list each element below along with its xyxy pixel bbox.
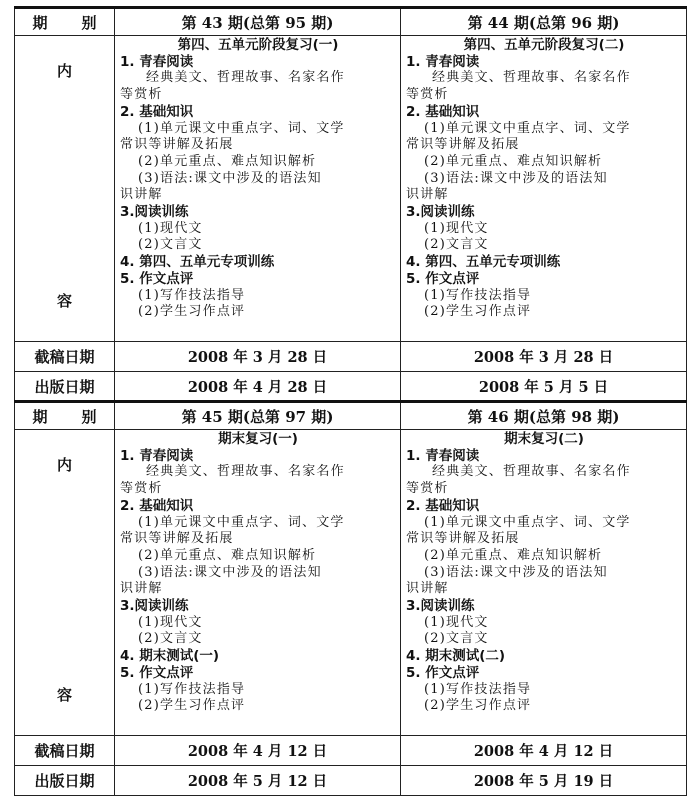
period-row — [15, 402, 687, 430]
section-heading: 4. 期末测试(一) — [120, 648, 220, 665]
content-line: 常识等讲解及拓展 — [120, 137, 234, 153]
content-line: (3)语法:课文中涉及的语法知 — [138, 170, 322, 186]
section-heading: 2. 基础知识 — [120, 497, 194, 514]
issue-content — [115, 36, 401, 342]
issue-header: 第 46 期(总第 98 期) — [401, 402, 687, 430]
deadline-label: 截稿日期 — [15, 736, 115, 766]
deadline-label: 截稿日期 — [15, 342, 115, 372]
content-line: (1)现代文 — [138, 220, 203, 236]
section-heading: 3.阅读训练 — [120, 598, 189, 615]
section-heading: 1. 青春阅读 — [120, 53, 194, 70]
deadline-date: 2008 年 4 月 12 日 — [401, 736, 687, 766]
publish-date: 2008 年 4 月 28 日 — [115, 372, 401, 402]
content-line: 经典美文、哲理故事、名家名作 — [146, 464, 345, 480]
content-line: (2)学生习作点评 — [138, 304, 246, 320]
content-line: 等赏析 — [120, 87, 163, 103]
issue-header: 第 43 期(总第 95 期) — [115, 8, 401, 36]
publish-label: 出版日期 — [15, 372, 115, 402]
issue-content — [401, 430, 687, 736]
content-row — [15, 430, 687, 736]
content-line: (3)语法:课文中涉及的语法知 — [138, 564, 322, 580]
section-heading: 1. 青春阅读 — [120, 447, 194, 464]
issue-header: 第 44 期(总第 96 期) — [401, 8, 687, 36]
issue-content — [401, 36, 687, 342]
section-heading: 3.阅读训练 — [406, 204, 475, 221]
content-line: 常识等讲解及拓展 — [406, 531, 520, 547]
content-label: 内 容 — [15, 430, 115, 736]
publish-row — [15, 372, 687, 402]
section-heading: 5. 作文点评 — [120, 270, 194, 287]
content-line: (2)学生习作点评 — [424, 698, 532, 714]
publish-date: 2008 年 5 月 12 日 — [115, 766, 401, 796]
issue-content — [115, 430, 401, 736]
deadline-row — [15, 342, 687, 372]
section-heading: 5. 作文点评 — [406, 270, 480, 287]
content-line: (2)单元重点、难点知识解析 — [138, 547, 317, 563]
content-line: 常识等讲解及拓展 — [120, 531, 234, 547]
content-line: (2)文言文 — [138, 237, 203, 253]
deadline-date: 2008 年 3 月 28 日 — [401, 342, 687, 372]
publish-date: 2008 年 5 月 19 日 — [401, 766, 687, 796]
deadline-row — [15, 736, 687, 766]
schedule-sheet — [14, 6, 686, 796]
issue-title: 第四、五单元阶段复习(一) — [177, 37, 339, 53]
section-heading: 3.阅读训练 — [406, 598, 475, 615]
section-heading: 4. 第四、五单元专项训练 — [406, 254, 561, 271]
content-line: (1)单元课文中重点字、词、文学 — [138, 120, 345, 136]
publish-date: 2008 年 5 月 5 日 — [401, 372, 687, 402]
section-heading: 2. 基础知识 — [120, 103, 194, 120]
content-line: (2)文言文 — [424, 237, 489, 253]
issue-schedule-table — [14, 6, 687, 796]
content-line: 经典美文、哲理故事、名家名作 — [146, 70, 345, 86]
section-heading: 5. 作文点评 — [406, 664, 480, 681]
issue-title: 第四、五单元阶段复习(二) — [463, 37, 625, 53]
content-line: (2)文言文 — [138, 631, 203, 647]
content-line: 经典美文、哲理故事、名家名作 — [432, 70, 631, 86]
deadline-date: 2008 年 4 月 12 日 — [115, 736, 401, 766]
issue-title: 期末复习(二) — [504, 431, 584, 447]
section-heading: 5. 作文点评 — [120, 664, 194, 681]
section-heading: 4. 第四、五单元专项训练 — [120, 254, 275, 271]
publish-label: 出版日期 — [15, 766, 115, 796]
content-line: (1)现代文 — [424, 220, 489, 236]
section-heading: 1. 青春阅读 — [406, 447, 480, 464]
content-line: (1)写作技法指导 — [138, 681, 246, 697]
content-line: 经典美文、哲理故事、名家名作 — [432, 464, 631, 480]
content-line: (1)写作技法指导 — [424, 681, 532, 697]
content-line: (2)单元重点、难点知识解析 — [138, 153, 317, 169]
content-label: 内 容 — [15, 36, 115, 342]
content-line: 识讲解 — [120, 187, 163, 203]
content-line: 识讲解 — [120, 581, 163, 597]
content-row — [15, 36, 687, 342]
period-label: 期 别 — [15, 402, 115, 430]
content-line: 等赏析 — [406, 87, 449, 103]
issue-title: 期末复习(一) — [218, 431, 298, 447]
content-line: (1)写作技法指导 — [424, 287, 532, 303]
issue-header: 第 45 期(总第 97 期) — [115, 402, 401, 430]
content-line: (2)单元重点、难点知识解析 — [424, 547, 603, 563]
content-line: 等赏析 — [120, 481, 163, 497]
section-heading: 3.阅读训练 — [120, 204, 189, 221]
content-line: (2)单元重点、难点知识解析 — [424, 153, 603, 169]
section-heading: 2. 基础知识 — [406, 103, 480, 120]
section-heading: 1. 青春阅读 — [406, 53, 480, 70]
content-line: (1)单元课文中重点字、词、文学 — [424, 120, 631, 136]
deadline-date: 2008 年 3 月 28 日 — [115, 342, 401, 372]
section-heading: 4. 期末测试(二) — [406, 648, 506, 665]
content-line: 等赏析 — [406, 481, 449, 497]
content-line: (2)学生习作点评 — [138, 698, 246, 714]
content-line: 识讲解 — [406, 187, 449, 203]
content-line: (1)现代文 — [138, 614, 203, 630]
content-line: (1)单元课文中重点字、词、文学 — [424, 514, 631, 530]
period-label: 期 别 — [15, 8, 115, 36]
content-line: (1)写作技法指导 — [138, 287, 246, 303]
content-line: 常识等讲解及拓展 — [406, 137, 520, 153]
content-line: (1)现代文 — [424, 614, 489, 630]
period-row — [15, 8, 687, 36]
content-line: (3)语法:课文中涉及的语法知 — [424, 170, 608, 186]
content-line: (2)文言文 — [424, 631, 489, 647]
content-line: (3)语法:课文中涉及的语法知 — [424, 564, 608, 580]
content-line: (1)单元课文中重点字、词、文学 — [138, 514, 345, 530]
section-heading: 2. 基础知识 — [406, 497, 480, 514]
publish-row — [15, 766, 687, 796]
content-line: (2)学生习作点评 — [424, 304, 532, 320]
content-line: 识讲解 — [406, 581, 449, 597]
